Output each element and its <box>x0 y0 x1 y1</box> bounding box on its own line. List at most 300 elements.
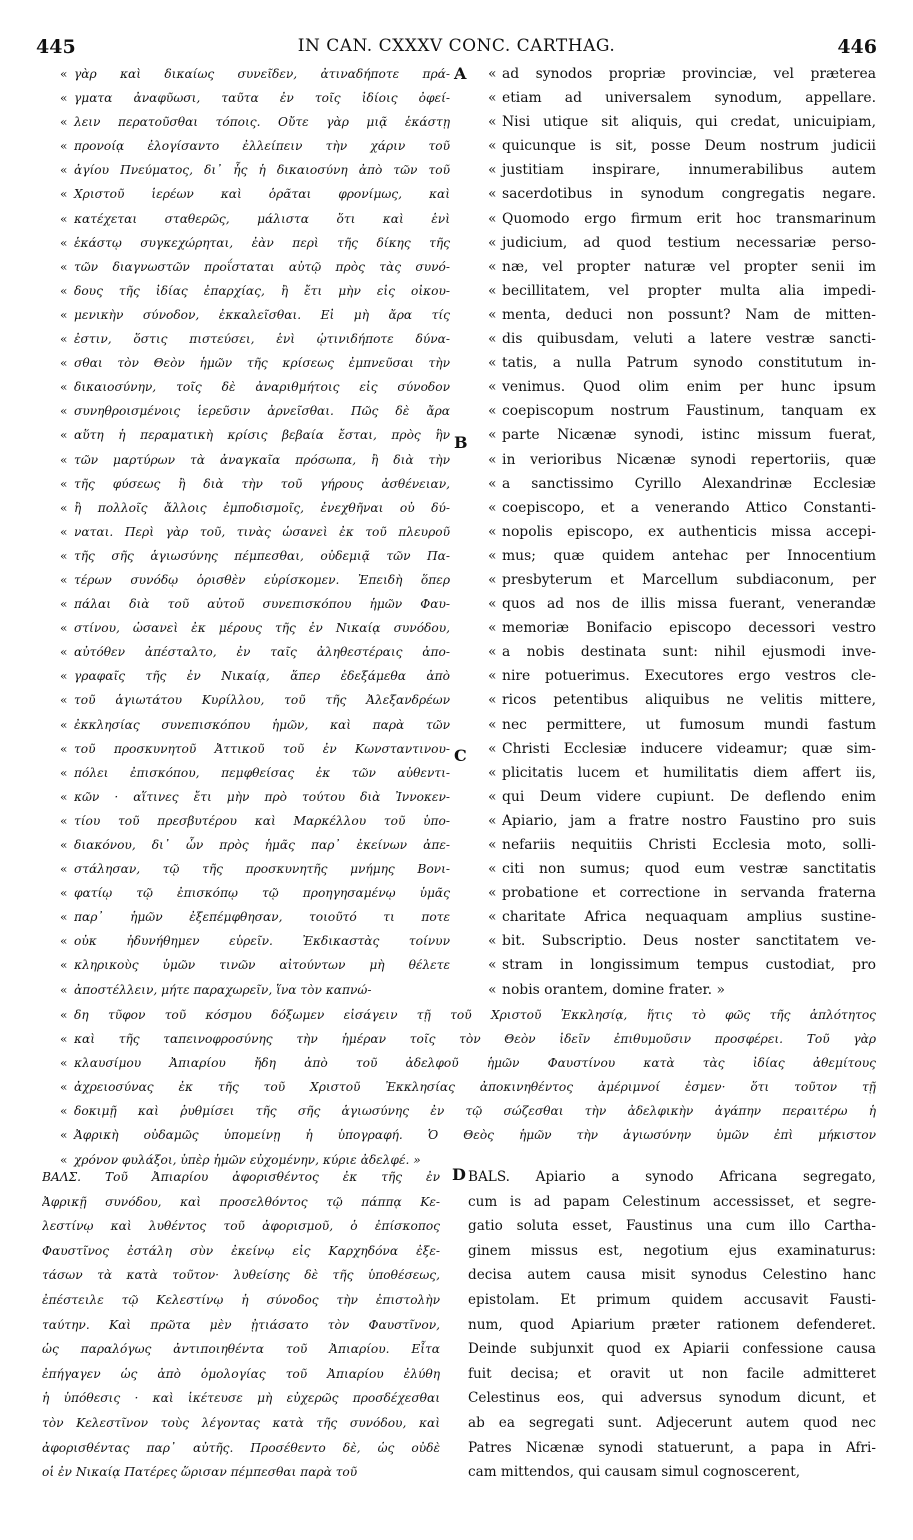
line-text: Ἀφρικῇ συνόδου, καὶ προσελθόντος τῷ πάππᾳ Κε- <box>42 1194 440 1209</box>
greek-column-line <box>60 423 450 447</box>
line-text: justitiam inspirare, innumerabilibus autem <box>502 162 876 179</box>
line-text: ἑκάστῳ συγκεχώρηται, ἐὰν περὶ τῆς δίκης τῆς <box>74 235 450 250</box>
greek-column-line <box>60 327 450 351</box>
line-text: nobis orantem, domine frater. » <box>502 981 725 998</box>
line-text: probatione et correctione in servanda fraterna <box>502 885 876 902</box>
latin-column-line <box>488 279 876 303</box>
line-text: in verioribus Nicænæ synodi repertoriis, quæ <box>502 451 876 468</box>
line-text: ad synodos propriæ provinciæ, vel præterea <box>502 66 876 82</box>
line-text: venimus. Quod olim enim per hunc ipsum <box>502 379 876 396</box>
line-text: Deinde subjunxit quod ex Apiarii confessione causa <box>468 1341 876 1358</box>
quote-mark: « <box>488 162 497 179</box>
latin-column-line <box>488 568 876 592</box>
quote-mark: « <box>60 862 68 877</box>
line-text: Nisi utique sit aliquis, qui credat, unicuipiam, <box>502 114 876 131</box>
quote-mark: « <box>60 380 68 395</box>
quote-mark: « <box>60 259 68 274</box>
line-text: ἁγίου Πνεύματος, δι᾽ ἧς ἡ δικαιοσύνη ἀπὸ τῶν τοῦ <box>74 163 450 178</box>
greek-column-line <box>60 905 450 929</box>
quote-mark: « <box>488 861 497 878</box>
line-text: τάσων τὰ κατὰ τοῦτον· λυθείσης δὲ τῆς ὑποθέσεως, <box>42 1268 440 1283</box>
quote-mark: « <box>488 499 497 516</box>
quote-mark: « <box>60 621 68 636</box>
quote-mark: « <box>60 67 68 81</box>
full-width-greek-line <box>60 1027 876 1051</box>
full-width-greek-line <box>60 1003 876 1027</box>
full-width-greek-line <box>60 1099 876 1123</box>
line-text: nire potuerimus. Executores ergo vestros cle- <box>502 668 876 685</box>
quote-mark: « <box>488 692 497 709</box>
latin-column-line <box>488 978 876 1002</box>
quote-mark: « <box>60 886 68 901</box>
line-text: citi non sumus; quod eum vestræ sanctitatis <box>502 861 876 878</box>
quote-mark: « <box>60 524 68 539</box>
greek-column-line <box>60 761 450 785</box>
greek-column-line <box>60 929 450 953</box>
line-text: τῆς σῆς ἁγιωσύνης πέμπεσθαι, οὐδεμιᾷ τῶν Πα- <box>74 548 450 563</box>
line-text: ἀποστέλλειν, μήτε παραχωρεῖν, ἵνα τὸν καπνώ- <box>74 982 372 997</box>
line-text: λειν περατοῦσθαι τόποις. Οὔτε γὰρ μιᾷ ἑκάστῃ <box>74 115 450 130</box>
latin-column-line <box>488 399 876 423</box>
line-text: ἀχρειοσύνας ἐκ τῆς τοῦ Χριστοῦ Ἐκκλησίας ἀποκινηθέντος ἀμέριμνοί ἐσμεν· ὅτι τοῦτον τῇ <box>74 1080 876 1095</box>
quote-mark: « <box>60 1080 68 1095</box>
line-text: quicunque is sit, posse Deum nostrum judicii <box>502 138 876 155</box>
line-text: coepiscopo, et a venerando Attico Constanti- <box>502 499 876 516</box>
line-text: ταύτην. Καὶ πρῶτα μὲν ᾐτιάσατο τὸν Φαυστῖνον, <box>42 1317 440 1332</box>
line-text: Patres Nicænæ synodi statuerunt, a papa in Afri- <box>468 1439 876 1456</box>
line-text: mus; quæ quidem antehac per Innocentium <box>502 547 876 564</box>
latin-column-line <box>488 664 876 688</box>
line-text: μενικὴν σύνοδον, ἐκκαλεῖσθαι. Εἰ μὴ ἄρα τίς <box>74 307 450 322</box>
quote-mark: « <box>488 957 497 974</box>
quote-mark: « <box>488 210 497 227</box>
balsamon-greek-line <box>42 1263 440 1288</box>
page-number-right: 446 <box>837 36 877 58</box>
greek-column-line <box>60 134 450 158</box>
line-text: decisa autem causa misit synodus Celestino hanc <box>468 1267 876 1284</box>
line-text: τῆς φύσεως ἢ διὰ τὴν τοῦ γήρους ἀσθένειαν, <box>74 476 450 491</box>
quote-mark: « <box>60 741 68 756</box>
latin-column-line <box>488 616 876 640</box>
quote-mark: « <box>488 933 497 950</box>
quote-mark: « <box>488 451 497 468</box>
balsamon-greek-line <box>42 1386 440 1411</box>
page-header <box>36 36 877 62</box>
line-text: ab ea segregati sunt. Adjecerunt autem quod nec <box>468 1414 876 1431</box>
latin-column-line <box>488 182 876 206</box>
line-text: ἐστιν, ὅστις πιστεύσει, ἑνὶ ᾡτινιδήποτε δύνα- <box>74 332 450 347</box>
quote-mark: « <box>60 1056 68 1071</box>
latin-column-line <box>488 881 876 905</box>
line-text: κατέχεται σταθερῶς, μάλιστα ὅτι καὶ ἑνὶ <box>74 211 450 226</box>
greek-column-line <box>60 255 450 279</box>
quote-mark: « <box>488 114 497 131</box>
greek-column-line <box>60 399 450 423</box>
greek-column-line <box>60 857 450 881</box>
quote-mark: « <box>60 1032 68 1047</box>
line-text: Χριστοῦ ἱερέων καὶ ὁρᾶται φρονίμως, καὶ <box>74 187 450 202</box>
greek-column-line <box>60 62 450 86</box>
quote-mark: « <box>488 596 497 613</box>
line-text: plicitatis lucem et humilitatis diem affert iis, <box>502 764 876 781</box>
quote-mark: « <box>60 958 68 973</box>
margin-letter-c: C <box>454 746 467 765</box>
line-text: qui Deum videre cupiunt. De deflendo enim <box>502 788 876 805</box>
line-text: φατίῳ τῷ ἐπισκόπῳ τῷ προηγησαμένῳ ὑμᾶς <box>74 886 450 901</box>
full-width-greek-line <box>60 1123 876 1147</box>
quote-mark: « <box>60 139 68 154</box>
quote-mark: « <box>60 982 68 997</box>
greek-column-line <box>60 737 450 761</box>
balsamon-greek-line <box>42 1362 440 1387</box>
line-text: ἀφορισθέντας παρ᾽ αὐτῆς. Προσέθεντο δὲ, ὡς οὐδὲ <box>42 1440 440 1455</box>
quote-mark: « <box>488 282 497 299</box>
quote-mark: « <box>488 331 497 348</box>
greek-column-line <box>60 375 450 399</box>
line-text: Christi Ecclesiæ inducere videamur; quæ sim- <box>502 740 876 757</box>
greek-column-line <box>60 713 450 737</box>
balsamon-latin-line <box>468 1214 876 1239</box>
quote-mark: « <box>488 620 497 637</box>
full-width-greek-line <box>60 1075 876 1099</box>
quote-mark: « <box>488 837 497 853</box>
latin-column-line <box>488 231 876 255</box>
quote-mark: « <box>60 211 68 226</box>
balsamon-greek-line <box>42 1411 440 1436</box>
latin-column-line <box>488 255 876 279</box>
greek-column-line <box>60 809 450 833</box>
line-text: δικαιοσύνην, τοῖς δὲ ἀναριθμήτοις εἰς σύνοδον <box>74 380 450 395</box>
quote-mark: « <box>488 981 497 998</box>
quote-mark: « <box>60 910 68 925</box>
quote-mark: « <box>60 572 68 587</box>
balsamon-greek-line <box>42 1214 440 1239</box>
quote-mark: « <box>60 404 68 419</box>
line-text: διακόνου, δι᾽ ὧν πρὸς ἡμᾶς παρ᾽ ἐκείνων ἀπε- <box>74 838 450 852</box>
line-text: menta, deduci non possunt? Nam de mitten- <box>502 306 876 323</box>
balsamon-latin-line <box>468 1460 876 1485</box>
line-text: ἐπήγαγεν ὡς ἀπὸ ὁμολογίας τοῦ Ἀπιαρίου ἐλύθη <box>42 1366 440 1381</box>
quote-mark: « <box>60 789 68 804</box>
quote-mark: « <box>488 258 497 275</box>
latin-column-line <box>488 110 876 134</box>
quote-mark: « <box>488 355 497 372</box>
quote-mark: « <box>60 838 68 852</box>
line-text: οἱ ἐν Νικαίᾳ Πατέρες ὥρισαν πέμπεσθαι παρὰ τοῦ <box>42 1465 358 1480</box>
quote-mark: « <box>60 645 68 660</box>
greek-column-line <box>60 978 450 1002</box>
balsamon-greek-line <box>42 1190 440 1215</box>
line-text: γματα ἀναφῦωσι, ταῦτα ἐν τοῖς ἰδίοις ὀφεί- <box>74 91 450 106</box>
latin-column-line <box>488 303 876 327</box>
greek-column-line <box>60 279 450 303</box>
quote-mark: « <box>60 934 68 949</box>
line-text: stram in longissimum tempus custodiat, pro <box>502 957 876 974</box>
greek-column-line <box>60 207 450 231</box>
line-text: τέρων συνόδῳ ὁρισθὲν εὑρίσκομεν. Ἐπειδὴ ὅπερ <box>74 572 450 587</box>
line-text: πάλαι διὰ τοῦ αὐτοῦ συνεπισκόπου ἡμῶν Φαυ- <box>74 597 450 612</box>
quote-mark: « <box>60 235 68 250</box>
quote-mark: « <box>488 186 497 203</box>
line-text: nopolis episcopo, ex authenticis missa accepi- <box>502 523 876 540</box>
margin-letter-d: D <box>452 1165 466 1184</box>
line-text: parte Nicænæ synodi, istinc missum fuerat, <box>502 427 876 444</box>
balsamon-latin-commentary <box>468 1165 876 1485</box>
greek-column-line <box>60 833 450 857</box>
latin-column-line <box>488 62 876 86</box>
greek-column-line <box>60 640 450 664</box>
line-text: a nobis destinata sunt: nihil ejusmodi inve- <box>502 644 876 661</box>
quote-mark: « <box>60 813 68 828</box>
line-text: bit. Subscriptio. Deus noster sanctitatem ve- <box>502 933 876 950</box>
quote-mark: « <box>488 475 497 492</box>
line-text: παρ᾽ ἡμῶν ἐξεπέμφθησαν, τοιοῦτό τι ποτε <box>74 910 450 925</box>
line-text: αὐτόθεν ἀπέσταλτο, ἐν ταῖς ἀληθεστέραις ἀπο- <box>74 645 450 660</box>
quote-mark: « <box>60 187 68 202</box>
quote-mark: « <box>488 234 497 251</box>
line-text: BALS. Apiario a synodo Africana segregato, <box>468 1169 876 1185</box>
line-text: τὸν Κελεστῖνον τοὺς λέγοντας κατὰ τῆς συνόδου, καὶ <box>42 1415 440 1430</box>
line-text: στάλησαν, τῷ τῆς προσκυνητῆς μνήμης Βονι- <box>74 862 450 877</box>
quote-mark: « <box>488 523 497 540</box>
line-text: memoriæ Bonifacio episcopo decessori vestro <box>502 620 876 637</box>
line-text: στίνου, ὡσανεὶ ἐκ μέρους τῆς ἐν Νικαίᾳ συνόδου, <box>74 621 450 636</box>
quote-mark: « <box>488 403 497 420</box>
line-text: ὡς παραλόγως ἀντιποιηθέντα τοῦ Ἀπιαρίου. Εἶτα <box>42 1342 440 1357</box>
page-number-left: 445 <box>36 36 76 58</box>
quote-mark: « <box>60 1128 68 1143</box>
line-text: nefariis nequitiis Christi Ecclesia moto, solli- <box>502 837 876 853</box>
latin-column <box>488 62 876 1002</box>
greek-column-line <box>60 448 450 472</box>
latin-column-line <box>488 833 876 857</box>
quote-mark: « <box>60 476 68 491</box>
line-text: ΒΑΛΣ. Τοῦ Ἀπιαρίου ἀφορισθέντος ἐκ τῆς ἐν <box>42 1170 440 1184</box>
line-text: κληρικοὺς ὑμῶν τινῶν αἰτούντων μὴ θέλετε <box>74 958 450 973</box>
quote-mark: « <box>488 644 497 661</box>
quote-mark: « <box>60 693 68 708</box>
quote-mark: « <box>488 764 497 781</box>
quote-mark: « <box>488 90 497 107</box>
line-text: ἐπέστειλε τῷ Κελεστίνῳ ἡ σύνοδος τὴν ἐπιστολὴν <box>42 1292 440 1307</box>
balsamon-latin-line <box>468 1362 876 1387</box>
latin-column-line <box>488 351 876 375</box>
line-text: tatis, a nulla Patrum synodo constitutum in- <box>502 355 876 372</box>
greek-column-line <box>60 568 450 592</box>
line-text: ἢ πολλοῖς ἄλλοις ἐμποδισμοῖς, ἐνεχθῆναι οὐ δύ- <box>74 500 450 515</box>
latin-column-line <box>488 737 876 761</box>
line-text: συνηθροισμένοις ἱερεῦσιν ἀρνεῖσθαι. Πῶς δὲ ἄρα <box>74 404 450 419</box>
greek-column-line <box>60 351 450 375</box>
quote-mark: « <box>488 571 497 588</box>
latin-column-line <box>488 207 876 231</box>
line-text: ἡ ὑπόθεσις · καὶ ἱκέτευσε μὴ εὐχερῶς προσδέχεσθαι <box>42 1391 440 1406</box>
line-text: γὰρ καὶ δικαίως συνεῖδεν, ἀτιναδήποτε πρά- <box>74 67 450 81</box>
balsamon-latin-line <box>468 1337 876 1362</box>
latin-column-line <box>488 423 876 447</box>
line-text: τοῦ ἁγιωτάτου Κυρίλλου, τοῦ τῆς Ἀλεξανδρέων <box>74 693 450 708</box>
line-text: næ, vel propter naturæ vel propter senii im <box>502 258 876 275</box>
greek-column-line <box>60 110 450 134</box>
line-text: χρόνον φυλάξοι, ὑπὲρ ἡμῶν εὐχομένην, κύριε ἀδελφέ. » <box>74 1152 421 1167</box>
line-text: κῶν · αἵτινες ἔτι μὴν πρὸ τούτου διὰ Ἰννοκεν- <box>74 789 450 804</box>
line-text: Φαυστῖνος ἐστάλη σὺν ἐκείνῳ εἰς Καρχηδόνα ἐξε- <box>42 1243 440 1258</box>
line-text: judicium, ad quod testium necessariæ perso- <box>502 234 876 251</box>
latin-column-line <box>488 929 876 953</box>
latin-column-line <box>488 640 876 664</box>
line-text: Celestinus eos, qui adversus synodum dicunt, et <box>468 1390 876 1407</box>
running-title: IN CAN. CXXXV CONC. CARTHAG. <box>297 36 616 56</box>
line-text: τοῦ προσκυνητοῦ Ἀττικοῦ τοῦ ἐν Κωνσταντινου- <box>74 741 450 756</box>
quote-mark: « <box>60 283 68 298</box>
quote-mark: « <box>60 500 68 515</box>
line-text: τῶν μαρτύρων τὰ ἀναγκαῖα πρόσωπα, ἢ διὰ τὴν <box>74 452 450 467</box>
quote-mark: « <box>488 909 497 926</box>
balsamon-latin-line <box>468 1288 876 1313</box>
greek-column-line <box>60 881 450 905</box>
quote-mark: « <box>60 115 68 130</box>
latin-column-line <box>488 592 876 616</box>
latin-column-line <box>488 905 876 929</box>
balsamon-greek-line <box>42 1313 440 1338</box>
balsamon-greek-line <box>42 1337 440 1362</box>
latin-column-line <box>488 448 876 472</box>
balsamon-greek-line <box>42 1239 440 1264</box>
quote-mark: « <box>60 91 68 106</box>
quote-mark: « <box>60 332 68 347</box>
greek-column-line <box>60 303 450 327</box>
line-text: πόλει ἐπισκόπου, πεμφθείσας ἐκ τῶν αὐθεντι- <box>74 765 450 780</box>
line-text: charitate Africa nequaquam amplius sustine- <box>502 909 876 926</box>
line-text: ναται. Περὶ γὰρ τοῦ, τινὰς ὡσανεὶ ἐκ τοῦ πλευροῦ <box>74 524 450 539</box>
line-text: ginem missus est, negotium ejus examinaturus: <box>468 1242 876 1259</box>
latin-column-line <box>488 496 876 520</box>
greek-column <box>60 62 450 1002</box>
quote-mark: « <box>60 452 68 467</box>
latin-column-line <box>488 86 876 110</box>
line-text: nec permittere, ut fumosum mundi fastum <box>502 716 876 733</box>
line-text: οὐκ ἠδυνήθημεν εὑρεῖν. Ἐκδικαστὰς τοίνυν <box>74 934 450 949</box>
greek-column-line <box>60 616 450 640</box>
latin-column-line <box>488 761 876 785</box>
line-text: coepiscopum nostrum Faustinum, tanquam ex <box>502 403 876 420</box>
quote-mark: « <box>60 548 68 563</box>
quote-mark: « <box>488 138 497 155</box>
greek-column-line <box>60 182 450 206</box>
latin-column-line <box>488 785 876 809</box>
line-text: λεστίνῳ καὶ λυθέντος τοῦ ἀφορισμοῦ, ὁ ἐπίσκοπος <box>42 1219 440 1234</box>
balsamon-latin-line <box>468 1239 876 1264</box>
latin-column-line <box>488 713 876 737</box>
quote-mark: « <box>488 66 497 82</box>
line-text: Apiario, jam a fratre nostro Faustino pro suis <box>502 812 876 829</box>
line-text: epistolam. Et primum quidem accusavit Fausti- <box>468 1291 876 1308</box>
quote-mark: « <box>60 1008 68 1022</box>
quote-mark: « <box>60 597 68 612</box>
line-text: Ἀφρικὴ οὐδαμῶς ὑπομείνῃ ἡ ὑπογραφή. Ὁ Θεὸς ἡμῶν τὴν ἁγιωσύνην ὑμῶν ἐπὶ μήκιστον <box>74 1128 876 1143</box>
quote-mark: « <box>60 1152 68 1167</box>
greek-column-line <box>60 158 450 182</box>
line-text: gatio soluta esset, Faustinus una cum illo Cartha- <box>468 1218 876 1235</box>
latin-column-line <box>488 857 876 881</box>
line-text: προνοίᾳ ἐλογίσαντο ἐλλείπειν τὴν χάριν τοῦ <box>74 139 450 154</box>
line-text: sacerdotibus in synodum congregatis negare. <box>502 186 876 203</box>
quote-mark: « <box>488 427 497 444</box>
latin-column-line <box>488 520 876 544</box>
line-text: cam mittendos, qui causam simul cognoscerent, <box>468 1464 801 1481</box>
quote-mark: « <box>60 669 68 684</box>
balsamon-latin-line <box>468 1411 876 1436</box>
greek-column-line <box>60 688 450 712</box>
line-text: σθαι τὸν Θεὸν ἡμῶν τῆς κρίσεως ἐμπνεῦσαι τὴν <box>74 356 450 371</box>
greek-column-line <box>60 86 450 110</box>
line-text: dis quibusdam, veluti a latere vestræ sancti- <box>502 331 876 348</box>
margin-letter-b: B <box>454 433 468 452</box>
quote-mark: « <box>488 668 497 685</box>
line-text: καὶ τῆς ταπεινοφροσύνης τὴν ἡμέραν τοῖς τὸν Θεὸν ἰδεῖν ἐπιθυμοῦσιν προσφέρει. Τοῦ γὰρ <box>74 1032 876 1047</box>
line-text: presbyterum et Marcellum subdiaconum, per <box>502 571 876 588</box>
full-width-greek-paragraph <box>60 1003 876 1172</box>
greek-column-line <box>60 785 450 809</box>
line-text: γραφαῖς τῆς ἐν Νικαίᾳ, ἅπερ ἐδεξάμεθα ἀπὸ <box>74 669 450 684</box>
greek-column-line <box>60 544 450 568</box>
full-width-greek-line <box>60 1051 876 1075</box>
balsamon-latin-line <box>468 1190 876 1215</box>
quote-mark: « <box>60 307 68 322</box>
greek-column-line <box>60 496 450 520</box>
line-text: δη τῦφον τοῦ κόσμου δόξωμεν εἰσάγειν τῇ τοῦ Χριστοῦ Ἐκκλησίᾳ, ἥτις τὸ φῶς τῆς ἁπλότητος <box>74 1008 876 1022</box>
balsamon-latin-line <box>468 1263 876 1288</box>
line-text: ricos petentibus aliquibus ne velitis mittere, <box>502 692 876 709</box>
latin-column-line <box>488 375 876 399</box>
line-text: num, quod Apiarium præter rationem defenderet. <box>468 1316 876 1333</box>
balsamon-greek-line <box>42 1165 440 1190</box>
quote-mark: « <box>488 812 497 829</box>
quote-mark: « <box>488 885 497 902</box>
line-text: δους τῆς ἰδίας ἐπαρχίας, ἢ ἔτι μὴν εἰς οἰκου- <box>74 283 450 298</box>
line-text: a sanctissimo Cyrillo Alexandrinæ Ecclesiæ <box>502 475 876 492</box>
quote-mark: « <box>488 306 497 323</box>
latin-column-line <box>488 158 876 182</box>
greek-column-line <box>60 472 450 496</box>
quote-mark: « <box>488 379 497 396</box>
latin-column-line <box>488 953 876 977</box>
line-text: δοκιμῇ καὶ ῥυθμίσει τῆς σῆς ἁγιωσύνης ἐν τῷ σώζεσθαι τὴν ἀδελφικὴν ἀγάπην περαιτέρω ἡ <box>74 1104 876 1119</box>
quote-mark: « <box>488 716 497 733</box>
greek-column-line <box>60 231 450 255</box>
latin-column-line <box>488 472 876 496</box>
latin-column-line <box>488 544 876 568</box>
latin-column-line <box>488 134 876 158</box>
quote-mark: « <box>488 788 497 805</box>
line-text: ἐκκλησίας συνεπισκόπου ἡμῶν, καὶ παρὰ τῶν <box>74 717 450 732</box>
quote-mark: « <box>60 356 68 371</box>
margin-letter-a: A <box>454 64 467 83</box>
line-text: τῶν διαγνωστῶν προΐσταται αὐτῷ πρὸς τὰς συνό- <box>74 259 450 274</box>
balsamon-latin-line <box>468 1436 876 1461</box>
latin-column-line <box>488 809 876 833</box>
quote-mark: « <box>60 765 68 780</box>
line-text: κλαυσίμου Ἀπιαρίου ἤδη ἀπὸ τοῦ ἀδελφοῦ ἡμῶν Φαυστίνου κατὰ τὰς ἰδίας ἀθεμίτους <box>74 1056 876 1071</box>
line-text: Quomodo ergo firmum erit hoc transmarinum <box>502 210 876 227</box>
latin-column-line <box>488 327 876 351</box>
line-text: τίου τοῦ πρεσβυτέρου καὶ Μαρκέλλου τοῦ ὑπο- <box>74 813 450 828</box>
quote-mark: « <box>60 717 68 732</box>
quote-mark: « <box>60 163 68 178</box>
quote-mark: « <box>488 547 497 564</box>
quote-mark: « <box>488 740 497 757</box>
greek-column-line <box>60 520 450 544</box>
